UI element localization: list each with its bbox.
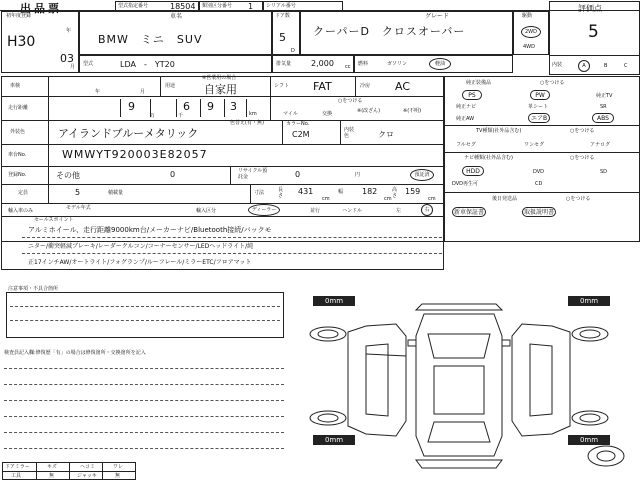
tire-rear-right: 0mm [568, 435, 610, 445]
rear-bumper-icon [416, 460, 502, 468]
equip-pw: PW [530, 90, 550, 100]
owners-manual: 取扱説明書 [523, 209, 554, 216]
equip-ps: PS [462, 90, 482, 100]
reg-no: その他 [56, 171, 80, 180]
inspector-title: 検査員記入欄:修復歴「有」の場合は修復箇所・交換箇所を記入 [4, 350, 146, 356]
score-value: 5 [588, 22, 599, 42]
equip-abs: ABS [592, 113, 614, 123]
fuel-box: 燃料 ガソリン 軽油 [354, 55, 513, 73]
displacement-box: 排気量 2,000 cc [272, 55, 354, 73]
ac-value: AC [395, 80, 411, 93]
legend-table: ドアミラー キズ ヘコミ ワレ 工具 無 ジャッキ 無 [2, 462, 136, 480]
new-car-warranty: 新車保証書 [453, 209, 484, 216]
sales-points-box: セールスポイント アルミホイール、走行距離9000km台/メーカーナビ/Bluetooth接続/バックモ ニター/衝突軽減ブレーキ/レーダークルコン/コーナーセンサー/LEDヘッドライト/純 正17インチAW/オートライト/フォグランプ/ルーフレール/ミラーETC/フロアマット [1, 216, 444, 270]
car-right-side-icon [512, 324, 570, 436]
drive-2wd: 2WD [521, 26, 541, 38]
sales-line-1: アルミホイール、走行距離9000km台/メーカーナビ/Bluetooth接続/バックモ [28, 226, 272, 234]
navi-hdd: HDD [462, 166, 484, 176]
exterior-color: アイランドブルーメタリック [58, 127, 199, 140]
first-reg-box: 初年度登録 H30 年 03 月 [1, 11, 79, 73]
recycle-deposited: 預託済 [410, 169, 434, 181]
color-no: C2M [292, 130, 310, 139]
import-dealer-selected: ディーラー [248, 204, 280, 216]
notes-title: 注意事項・不具合箇所 [8, 286, 59, 292]
mileage-digit-2: 6 [183, 100, 190, 113]
spare-wheel-icon [588, 446, 624, 466]
notes-box [6, 292, 284, 338]
wheel-rr-icon [572, 411, 608, 425]
grade-box: グレード クーパーD クロスオーバー [300, 11, 513, 55]
shift-value: FAT [313, 80, 332, 93]
doors-value: 5 [279, 31, 286, 44]
usage-value: 自家用 [204, 83, 237, 96]
equip-airbag: エアB [528, 113, 550, 123]
height-value: 159 [405, 187, 421, 196]
wheel-fl-icon [310, 327, 346, 341]
katashiki-value: LDA ‐ YT20 [120, 60, 175, 69]
sales-line-3: 正17インチAW/オートライト/フォグランプ/ルーフレール/ミラーETC/フロアマット [28, 259, 252, 266]
car-top-view-icon [416, 314, 502, 456]
doors-box: ドア数 5 D [272, 11, 300, 55]
interior-color: クロ [378, 130, 394, 139]
era-year: H30 [7, 34, 36, 50]
car-left-side-icon [348, 324, 406, 436]
front-bumper-icon [416, 304, 502, 310]
category-box: 類別区分番号 1 [199, 1, 263, 11]
car-name-box: 車名 BMW ミニ SUV [79, 11, 272, 55]
model-code-box: 型式指定番号 18504 [115, 1, 199, 11]
score-box: 評価点 5 [549, 1, 640, 75]
fuel-diesel-selected: 軽油 [429, 58, 451, 70]
interior-a: A [578, 60, 590, 72]
displacement-value: 2,000 [311, 59, 334, 68]
wheel-fr-icon [572, 327, 608, 341]
capacity-value: 5 [75, 188, 81, 197]
drive-box: 駆動 2WD 4WD [513, 11, 549, 55]
serial-box: シリアル番号 [263, 1, 343, 11]
model-code-value: 18504 [170, 2, 196, 11]
handle-right-selected: 右 [421, 204, 433, 216]
tire-rear-left: 0mm [313, 435, 355, 445]
interior-box: 内装 A B C [549, 55, 640, 75]
vin-value: WMWYT920003E82057 [62, 148, 208, 161]
katashiki-box: 型式 LDA ‐ YT20 [79, 55, 272, 73]
car-damage-diagram [296, 296, 640, 476]
mileage-digit-4: 3 [230, 100, 237, 113]
shaken-label: 車検 [10, 83, 21, 89]
reg-month: 03 [60, 52, 74, 65]
mileage-digit-1: 9 [128, 100, 135, 113]
width-value: 182 [362, 187, 378, 196]
sales-line-2: ニター/衝突軽減ブレーキ/レーダークルコン/コーナーセンサー/LEDヘッドライト/純 [28, 243, 254, 250]
doc-title: 出品票 [20, 2, 62, 15]
tire-front-right: 0mm [568, 296, 610, 306]
length-value: 431 [298, 187, 314, 196]
grade-value: クーパーD クロスオーバー [313, 25, 466, 38]
car-name: BMW ミニ SUV [98, 33, 203, 46]
wheel-rl-icon [310, 411, 346, 425]
tire-front-left: 0mm [313, 296, 355, 306]
mileage-digit-3: 9 [207, 100, 214, 113]
